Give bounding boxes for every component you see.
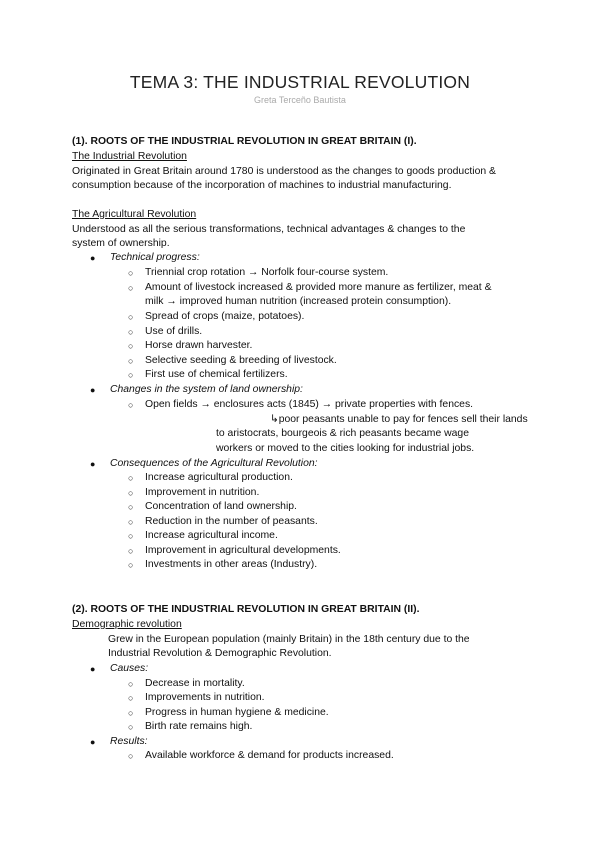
bullet-circle-icon: ○ — [128, 327, 134, 337]
list-item: Spread of crops (maize, potatoes). — [145, 311, 305, 322]
bullet-circle-icon: ○ — [128, 356, 134, 366]
bullet-circle-icon: ○ — [128, 370, 134, 380]
bullet-circle-icon: ○ — [128, 312, 134, 322]
consequences-label: Consequences of the Agricultural Revolution: — [110, 458, 318, 469]
bullet-circle-icon: ○ — [128, 693, 134, 703]
bullet-circle-icon: ○ — [128, 751, 134, 761]
demographic-revolution-line-1: Grew in the European population (mainly Britain) in the 18th century due to the — [108, 634, 470, 645]
list-item: Progress in human hygiene & medicine. — [145, 707, 329, 718]
bullet-circle-icon: ○ — [128, 708, 134, 718]
demographic-revolution-line-2: Industrial Revolution & Demographic Revolution. — [108, 648, 332, 659]
agricultural-revolution-line-2: system of ownership. — [72, 238, 170, 249]
land-ownership-label: Changes in the system of land ownership: — [110, 384, 303, 395]
industrial-revolution-line-1: Originated in Great Britain around 1780 is understood as the changes to goods production & — [72, 166, 496, 177]
list-item: First use of chemical fertilizers. — [145, 369, 288, 380]
section2-heading: (2). ROOTS OF THE INDUSTRIAL REVOLUTION IN GREAT BRITAIN (II). — [72, 604, 420, 615]
bullet-circle-icon: ○ — [128, 341, 134, 351]
list-item: Decrease in mortality. — [145, 678, 245, 689]
agricultural-revolution-label: The Agricultural Revolution — [72, 209, 197, 220]
list-item: Reduction in the number of peasants. — [145, 516, 318, 527]
list-item: milk → improved human nutrition (increased protein consumption). — [145, 296, 452, 307]
bullet-circle-icon: ○ — [128, 502, 134, 512]
bullet-disc-icon: ● — [90, 385, 96, 395]
results-label: Results: — [110, 736, 148, 747]
bullet-circle-icon: ○ — [128, 488, 134, 498]
list-item: Birth rate remains high. — [145, 721, 253, 732]
bullet-circle-icon: ○ — [128, 679, 134, 689]
list-item: Horse drawn harvester. — [145, 340, 253, 351]
list-item: Triennial crop rotation → Norfolk four-course system. — [145, 267, 389, 278]
bullet-disc-icon: ● — [90, 459, 96, 469]
bullet-disc-icon: ● — [90, 253, 96, 263]
list-item: Amount of livestock increased & provided more manure as fertilizer, meat & — [145, 282, 492, 293]
industrial-revolution-label: The Industrial Revolution — [72, 151, 187, 162]
industrial-revolution-line-2: consumption because of the incorporation of machines to industrial manufacturing. — [72, 180, 452, 191]
bullet-circle-icon: ○ — [128, 560, 134, 570]
bullet-circle-icon: ○ — [128, 517, 134, 527]
bullet-circle-icon: ○ — [128, 473, 134, 483]
list-item: Selective seeding & breeding of livestock. — [145, 355, 337, 366]
list-item: Increase agricultural income. — [145, 530, 278, 541]
bullet-disc-icon: ● — [90, 737, 96, 747]
bullet-circle-icon: ○ — [128, 722, 134, 732]
list-item: Open fields → enclosures acts (1845) → private properties with fences. — [145, 399, 474, 410]
list-item: Investments in other areas (Industry). — [145, 559, 318, 570]
list-item: Improvement in agricultural developments. — [145, 545, 341, 556]
bullet-circle-icon: ○ — [128, 546, 134, 556]
land-ownership-note-2: to aristocrats, bourgeois & rich peasants became wage — [216, 428, 469, 439]
land-ownership-note-3: workers or moved to the cities looking for industrial jobs. — [216, 443, 475, 454]
list-item: Concentration of land ownership. — [145, 501, 297, 512]
section1-heading: (1). ROOTS OF THE INDUSTRIAL REVOLUTION IN GREAT BRITAIN (I). — [72, 136, 417, 147]
bullet-circle-icon: ○ — [128, 283, 134, 293]
bullet-circle-icon: ○ — [128, 400, 134, 410]
page-title: TEMA 3: THE INDUSTRIAL REVOLUTION — [129, 72, 471, 92]
list-item: Improvement in nutrition. — [145, 487, 260, 498]
land-ownership-note-1: ↳poor peasants unable to pay for fences sell their lands — [270, 414, 528, 425]
causes-label: Causes: — [110, 663, 149, 674]
list-item: Increase agricultural production. — [145, 472, 293, 483]
technical-progress-label: Technical progress: — [110, 252, 200, 263]
author-name: Greta Terceño Bautista — [254, 95, 346, 105]
list-item: Improvements in nutrition. — [145, 692, 265, 703]
list-item: Available workforce & demand for products increased. — [145, 750, 394, 761]
bullet-circle-icon: ○ — [128, 268, 134, 278]
bullet-disc-icon: ● — [90, 664, 96, 674]
list-item: Use of drills. — [145, 326, 203, 337]
demographic-revolution-label: Demographic revolution — [72, 619, 182, 630]
agricultural-revolution-line-1: Understood as all the serious transformations, technical advantages & changes to the — [72, 224, 466, 235]
bullet-circle-icon: ○ — [128, 531, 134, 541]
